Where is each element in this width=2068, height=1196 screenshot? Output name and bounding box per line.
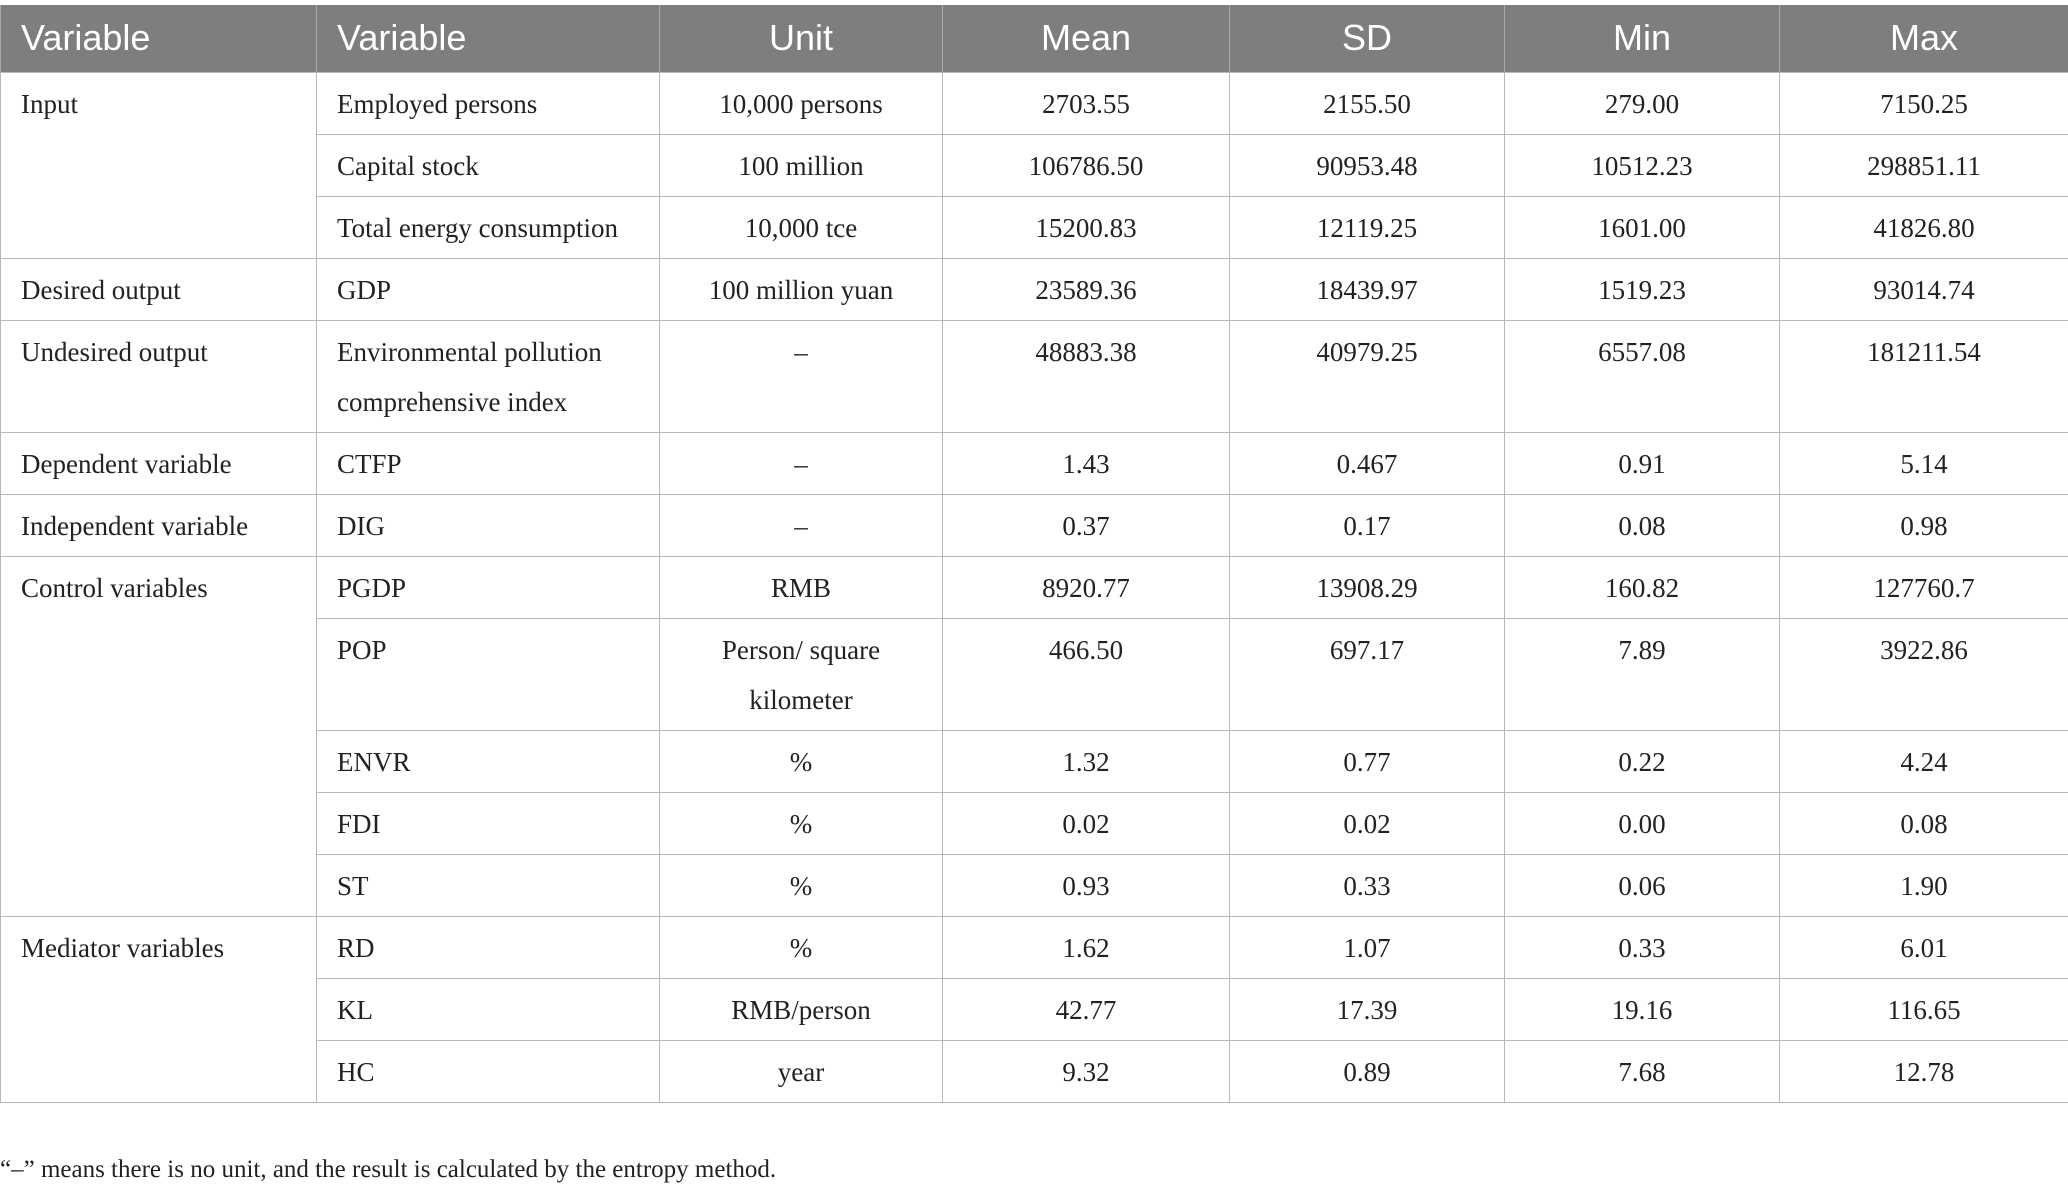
unit-cell: –	[660, 494, 943, 556]
min-cell: 0.06	[1505, 854, 1780, 916]
max-cell: 41826.80	[1780, 196, 2068, 258]
variable-name-cell: DIG	[317, 494, 660, 556]
unit-cell: RMB	[660, 556, 943, 618]
variable-name-cell: RD	[317, 916, 660, 978]
unit-cell: %	[660, 792, 943, 854]
table-row	[1, 432, 2068, 494]
sd-cell: 0.467	[1230, 432, 1505, 494]
unit-cell: RMB/person	[660, 978, 943, 1040]
variable-name-cell: PGDP	[317, 556, 660, 618]
max-cell: 3922.86	[1780, 618, 2068, 730]
variable-name-cell: POP	[317, 618, 660, 730]
mean-cell: 1.62	[943, 916, 1230, 978]
mean-cell: 42.77	[943, 978, 1230, 1040]
sd-cell: 40979.25	[1230, 320, 1505, 432]
mean-cell: 1.43	[943, 432, 1230, 494]
variable-name-cell: HC	[317, 1040, 660, 1102]
category-cell: Undesired output	[1, 320, 317, 432]
min-cell: 0.22	[1505, 730, 1780, 792]
header-sd: SD	[1230, 5, 1505, 72]
sd-cell: 0.89	[1230, 1040, 1505, 1102]
category-cell: Independent variable	[1, 494, 317, 556]
min-cell: 10512.23	[1505, 134, 1780, 196]
max-cell: 93014.74	[1780, 258, 2068, 320]
unit-cell: Person/ square kilometer	[660, 618, 943, 730]
variable-name-cell: CTFP	[317, 432, 660, 494]
header-row	[1, 5, 2068, 72]
max-cell: 4.24	[1780, 730, 2068, 792]
min-cell: 279.00	[1505, 72, 1780, 134]
variable-name-cell: GDP	[317, 258, 660, 320]
min-cell: 6557.08	[1505, 320, 1780, 432]
table-row	[1, 916, 2068, 978]
table-row	[1, 72, 2068, 134]
unit-cell: –	[660, 320, 943, 432]
min-cell: 7.68	[1505, 1040, 1780, 1102]
sd-cell: 90953.48	[1230, 134, 1505, 196]
category-cell: Mediator variables	[1, 916, 317, 1102]
category-cell: Control variables	[1, 556, 317, 916]
mean-cell: 9.32	[943, 1040, 1230, 1102]
max-cell: 127760.7	[1780, 556, 2068, 618]
mean-cell: 1.32	[943, 730, 1230, 792]
min-cell: 0.00	[1505, 792, 1780, 854]
mean-cell: 23589.36	[943, 258, 1230, 320]
max-cell: 1.90	[1780, 854, 2068, 916]
category-cell: Desired output	[1, 258, 317, 320]
header-variable-name: Variable	[317, 5, 660, 72]
header-min: Min	[1505, 5, 1780, 72]
mean-cell: 8920.77	[943, 556, 1230, 618]
unit-cell: 10,000 persons	[660, 72, 943, 134]
sd-cell: 18439.97	[1230, 258, 1505, 320]
table-header	[1, 5, 2068, 72]
max-cell: 5.14	[1780, 432, 2068, 494]
max-cell: 0.08	[1780, 792, 2068, 854]
mean-cell: 466.50	[943, 618, 1230, 730]
mean-cell: 0.37	[943, 494, 1230, 556]
variable-name-cell: ST	[317, 854, 660, 916]
sd-cell: 1.07	[1230, 916, 1505, 978]
mean-cell: 48883.38	[943, 320, 1230, 432]
header-mean: Mean	[943, 5, 1230, 72]
variable-name-cell: Environmental pollution comprehensive index	[317, 320, 660, 432]
min-cell: 1519.23	[1505, 258, 1780, 320]
variable-name-cell: Total energy consumption	[317, 196, 660, 258]
max-cell: 6.01	[1780, 916, 2068, 978]
unit-cell: 10,000 tce	[660, 196, 943, 258]
min-cell: 0.08	[1505, 494, 1780, 556]
category-cell: Dependent variable	[1, 432, 317, 494]
header-unit: Unit	[660, 5, 943, 72]
sd-cell: 0.33	[1230, 854, 1505, 916]
sd-cell: 2155.50	[1230, 72, 1505, 134]
min-cell: 7.89	[1505, 618, 1780, 730]
sd-cell: 0.77	[1230, 730, 1505, 792]
max-cell: 298851.11	[1780, 134, 2068, 196]
unit-cell: –	[660, 432, 943, 494]
variable-name-cell: KL	[317, 978, 660, 1040]
max-cell: 181211.54	[1780, 320, 2068, 432]
min-cell: 0.33	[1505, 916, 1780, 978]
table-row	[1, 556, 2068, 618]
variable-name-cell: Capital stock	[317, 134, 660, 196]
table-body	[1, 72, 2068, 1102]
variable-name-cell: FDI	[317, 792, 660, 854]
sd-cell: 12119.25	[1230, 196, 1505, 258]
min-cell: 0.91	[1505, 432, 1780, 494]
unit-cell: 100 million	[660, 134, 943, 196]
max-cell: 116.65	[1780, 978, 2068, 1040]
unit-cell: %	[660, 854, 943, 916]
variable-name-cell: Employed persons	[317, 72, 660, 134]
min-cell: 160.82	[1505, 556, 1780, 618]
mean-cell: 0.02	[943, 792, 1230, 854]
category-cell: Input	[1, 72, 317, 258]
sd-cell: 0.17	[1230, 494, 1505, 556]
min-cell: 1601.00	[1505, 196, 1780, 258]
unit-cell: %	[660, 730, 943, 792]
mean-cell: 2703.55	[943, 72, 1230, 134]
header-variable-category: Variable	[1, 5, 317, 72]
header-max: Max	[1780, 5, 2068, 72]
mean-cell: 106786.50	[943, 134, 1230, 196]
max-cell: 0.98	[1780, 494, 2068, 556]
table-row	[1, 320, 2068, 432]
sd-cell: 697.17	[1230, 618, 1505, 730]
table-row	[1, 258, 2068, 320]
max-cell: 12.78	[1780, 1040, 2068, 1102]
max-cell: 7150.25	[1780, 72, 2068, 134]
mean-cell: 15200.83	[943, 196, 1230, 258]
variable-name-cell: ENVR	[317, 730, 660, 792]
unit-cell: year	[660, 1040, 943, 1102]
unit-cell: %	[660, 916, 943, 978]
table-row	[1, 494, 2068, 556]
sd-cell: 13908.29	[1230, 556, 1505, 618]
sd-cell: 17.39	[1230, 978, 1505, 1040]
min-cell: 19.16	[1505, 978, 1780, 1040]
mean-cell: 0.93	[943, 854, 1230, 916]
sd-cell: 0.02	[1230, 792, 1505, 854]
descriptive-statistics-table	[0, 5, 2068, 1103]
table-footnote: “–” means there is no unit, and the result is calculated by the entropy method.	[0, 1156, 777, 1183]
unit-cell: 100 million yuan	[660, 258, 943, 320]
